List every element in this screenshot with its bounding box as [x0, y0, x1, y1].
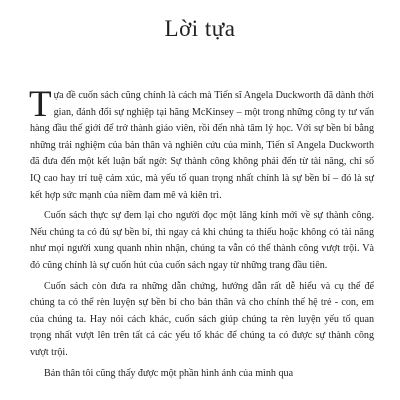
body-text [29, 84, 374, 386]
paragraph-2: Cuốn sách thực sự đem lại cho người đọc một lăng kính mới về sự thành công. Nếu chúng ta có đủ sự bền bỉ, thì ngay cả khi chúng ta thiếu hoặc không có tài năng như mọi người xung quanh nhìn nhận, chúng ta vẫn có thể thành công vượt trội. Và đó cũng chính là sự cuốn hút của cuốn sách ngay từ những trang đầu tiên. [30, 210, 374, 271]
paragraph-4: Bản thân tôi cũng thấy được một phần hình ảnh của mình qua [44, 367, 294, 379]
drop-cap: T [29, 84, 52, 125]
page-title: Lời tựa [164, 16, 236, 41]
paragraph-1-text: ựa đề cuốn sách cũng chính là cách mà Tiến sĩ Angela Duckworth đã dành thời gian, đánh đổi sự nghiệp tại hãng McKinsey – một trong những công ty tư vấn hàng đầu thế giới để trở thành giáo viên, rồi đến nhà tâm lý học. Với sự bền bỉ bằng những trải nghiệm của bản thân và nghiên cứu của mình, Tiến sĩ Angela Duckworth đã đưa đến một kết luận bất ngờ: Sự thành công không phải đến từ tài năng, chỉ số IQ cao hay trí tuệ cảm xúc, mà yếu tố quan trọng nhất chính là sự bền bỉ – đó là sự kết hợp sức mạnh của niềm đam mê và kiên trì. [30, 90, 374, 201]
paragraph-1 [29, 84, 374, 204]
paragraph-3: Cuốn sách còn đưa ra những dẫn chứng, hướng dẫn rất dễ hiểu và cụ thể để chúng ta có thể rèn luyện sự bền bỉ cho bản thân và cho chính thế hệ trẻ - con, em của chúng ta. Hay nói cách khác, cuốn sách giúp chúng ta rèn luyện yếu tố quan trọng nhất vượt lên trên tất cả các yếu tố khác để chúng ta có được sự thành công vượt trội. [30, 280, 374, 358]
